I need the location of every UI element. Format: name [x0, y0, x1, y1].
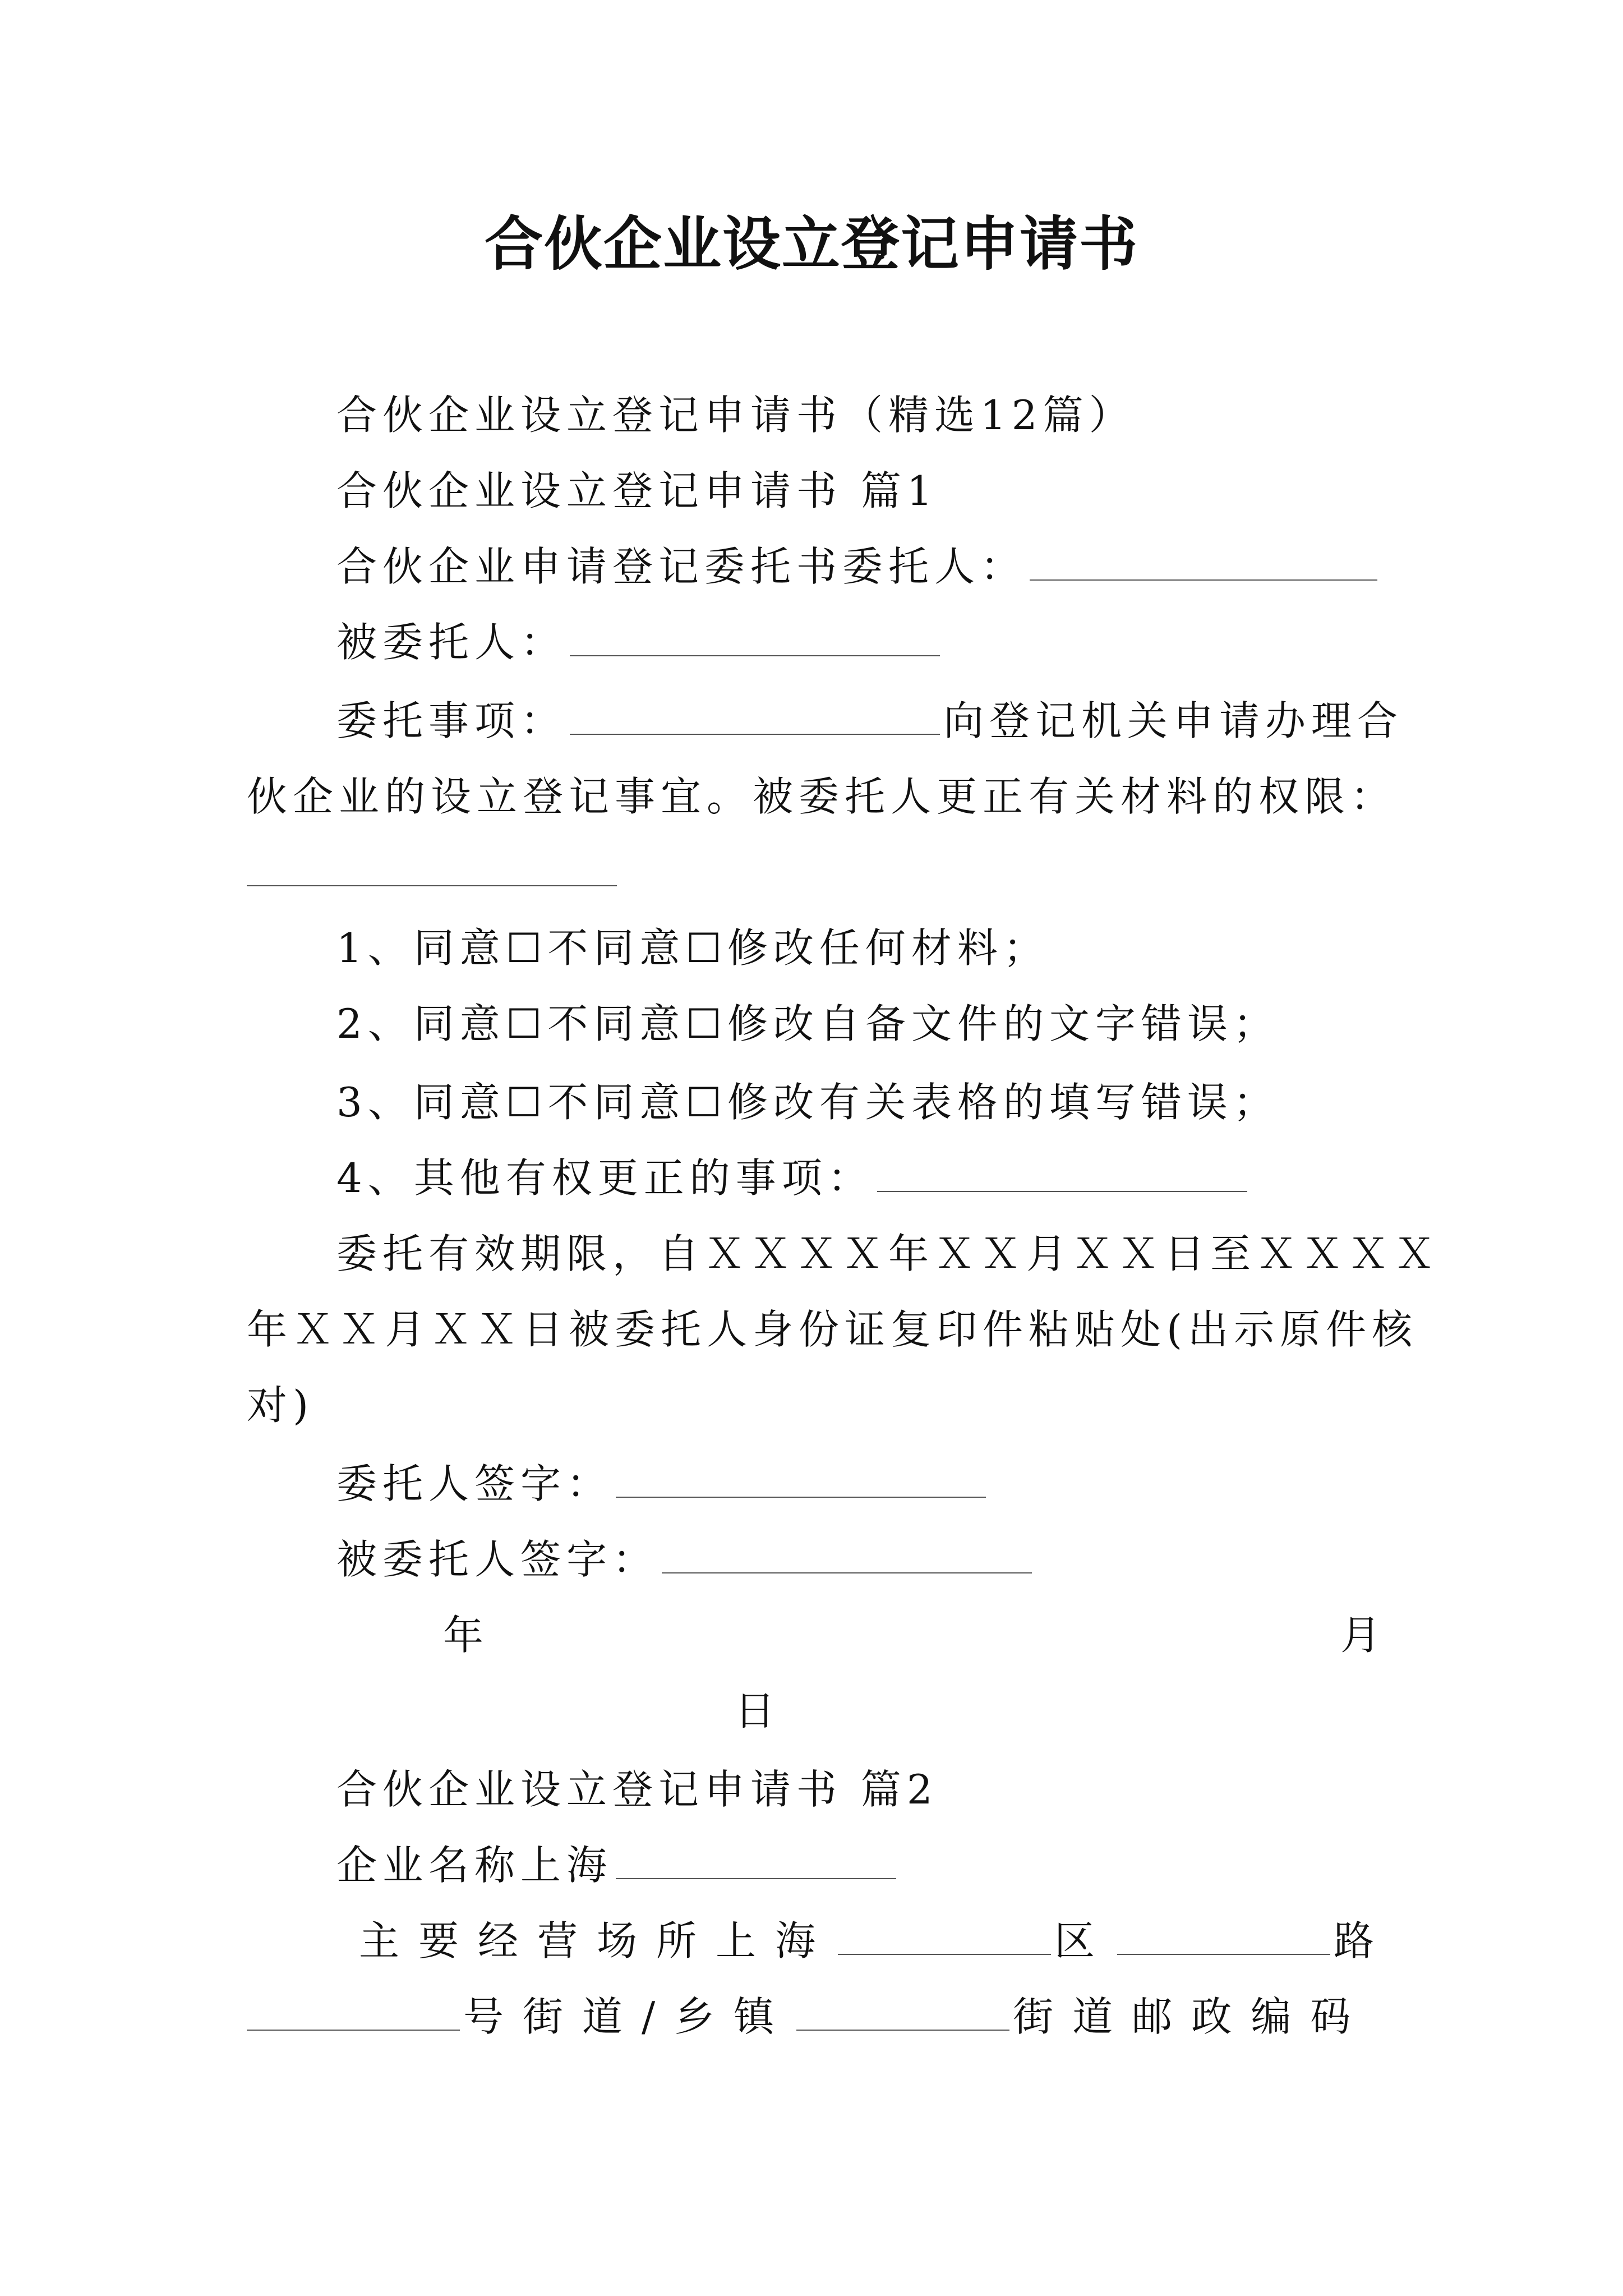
address-line-b: [247, 1989, 1370, 2045]
delegatee-sign-line: [336, 1531, 1035, 1588]
delegator-sign-blank[interactable]: [616, 1456, 986, 1498]
address-blank-1[interactable]: [838, 1913, 1051, 1955]
item-4-blank[interactable]: [877, 1151, 1247, 1192]
address-blank-4[interactable]: [796, 1989, 1009, 2031]
item-2: 2、同意☐不同意☐修改自备文件的文字错误；: [336, 1000, 1279, 1047]
delegatee-blank[interactable]: [570, 615, 940, 656]
matter-text-a: 向登记机关申请办理合: [943, 697, 1404, 744]
delegator-label: 合伙企业申请登记委托书委托人：: [336, 543, 1027, 590]
address-a3: 路: [1334, 1917, 1394, 1964]
company-name-line: [336, 1837, 900, 1893]
item-3: 3、同意☐不同意☐修改有关表格的填写错误；: [336, 1079, 1279, 1126]
address-blank-2[interactable]: [1117, 1913, 1330, 1955]
section2-heading: 合伙企业设立登记申请书 篇2: [336, 1766, 938, 1813]
item-4: 4、其他有权更正的事项：: [336, 1154, 874, 1202]
validity-a: 委托有效期限，自ＸＸＸＸ年ＸＸ月ＸＸ日至ＸＸＸＸ: [336, 1230, 1441, 1277]
date-day: 日: [735, 1687, 781, 1734]
matter-text-b: 伙企业的设立登记事宜。被委托人更正有关材料的权限：: [247, 773, 1397, 820]
delegator-blank[interactable]: [1030, 539, 1377, 581]
date-month: 月: [1340, 1612, 1387, 1659]
document-title: 合伙企业设立登记申请书: [484, 209, 1138, 278]
delegatee-sign-blank[interactable]: [662, 1532, 1032, 1573]
matter-line: [336, 693, 1403, 749]
delegator-line: [336, 539, 1381, 595]
delegatee-line: [336, 614, 943, 670]
address-a1: 主要经营场所上海: [359, 1917, 835, 1964]
date-year: 年: [443, 1612, 490, 1659]
delegator-sign-label: 委托人签字：: [336, 1460, 613, 1507]
delegatee-label: 被委托人：: [336, 619, 567, 666]
document-subtitle: 合伙企业设立登记申请书（精选12篇）: [336, 392, 1135, 439]
permission-line: [247, 844, 620, 900]
validity-c: 对): [247, 1382, 315, 1429]
matter-blank[interactable]: [570, 693, 940, 735]
validity-b: 年ＸＸ月ＸＸ日被委托人身份证复印件粘贴处(出示原件核: [247, 1306, 1418, 1353]
item-4-line: [336, 1150, 1251, 1206]
delegator-sign-line: [336, 1456, 989, 1512]
address-line-a: [359, 1913, 1393, 1969]
company-name-blank[interactable]: [616, 1838, 896, 1879]
company-name-label: 企业名称上海: [336, 1842, 613, 1889]
address-a2: 区: [1054, 1917, 1114, 1964]
section1-heading: 合伙企业设立登记申请书 篇1: [336, 467, 938, 514]
address-b1: 号街道/乡镇: [463, 1993, 794, 2040]
address-b2: 街道邮政编码: [1013, 1993, 1370, 2040]
permission-blank[interactable]: [247, 845, 617, 886]
delegatee-sign-label: 被委托人签字：: [336, 1536, 659, 1583]
item-1: 1、同意☐不同意☐修改任何材料；: [336, 924, 1049, 972]
matter-label: 委托事项：: [336, 697, 567, 744]
address-blank-3[interactable]: [247, 1989, 460, 2031]
